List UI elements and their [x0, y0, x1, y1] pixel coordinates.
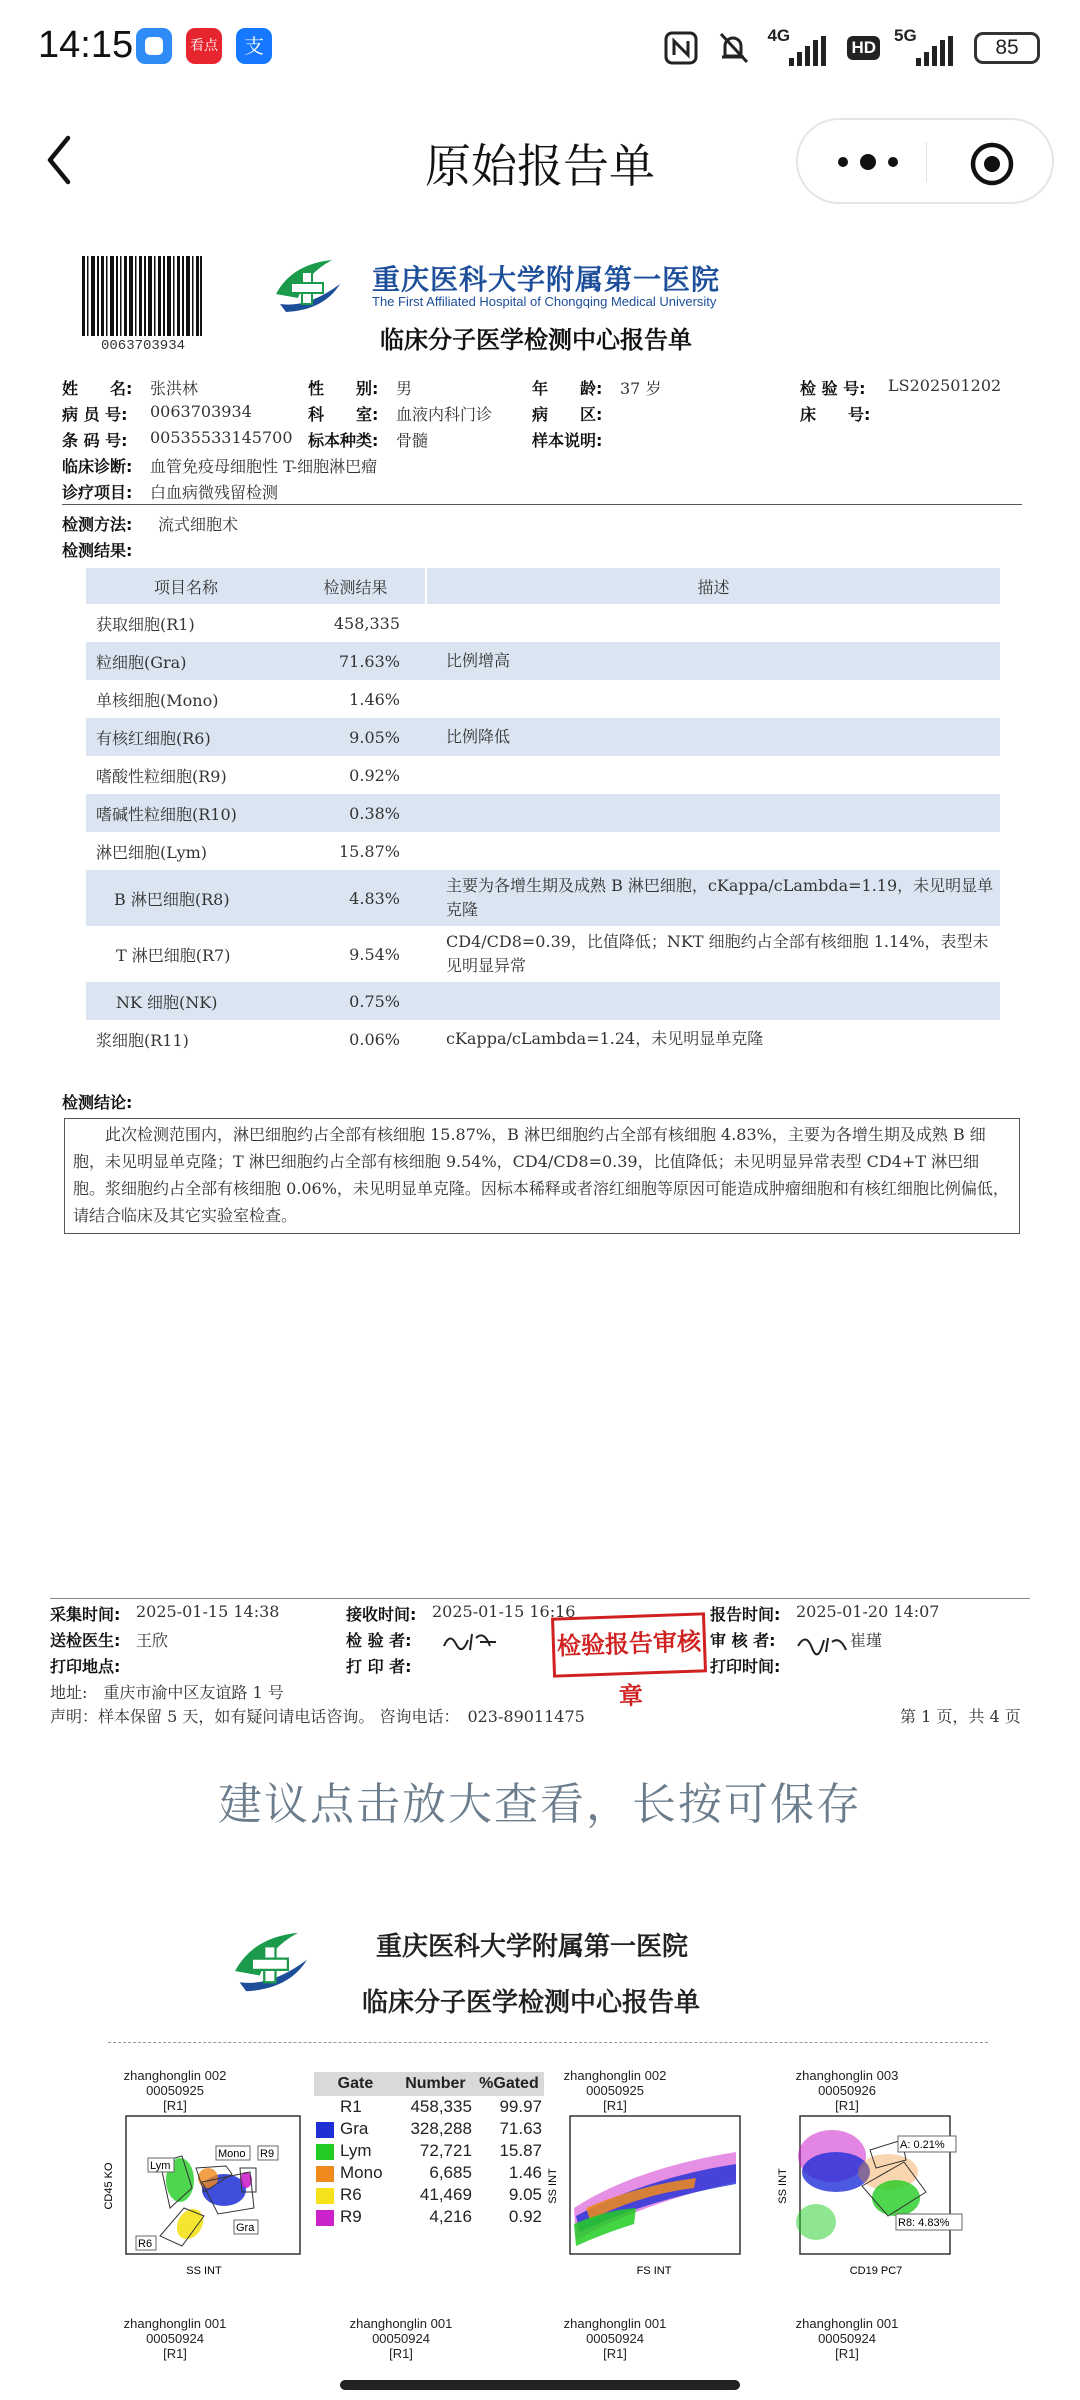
barcode-value: 00535533145700 [150, 428, 293, 447]
gate-label: R1 [340, 2097, 362, 2116]
row-desc: 主要为各增生期及成熟 B 淋巴细胞，cKappa/cLambda=1.19，未见明显单克隆 [426, 870, 1000, 926]
receive-time-value: 2025-01-15 16:16 [432, 1602, 576, 1621]
row-name: NK 细胞(NK) [86, 982, 286, 1020]
item-value: 白血病微残留检测 [150, 483, 279, 502]
plot3-heading [772, 2068, 922, 2113]
gate-color-swatch [316, 2144, 334, 2160]
ward-label: 病 区: [532, 405, 603, 424]
plot1-ylabel: CD45 KO [103, 2162, 115, 2210]
gate-label: Lym [340, 2141, 372, 2160]
row-desc: 比例增高 [426, 642, 1000, 680]
gate-row [314, 2140, 544, 2162]
plot1-sample-name: zhanghonglin 002 [123, 2068, 227, 2083]
printer-label: 打 印 者: [346, 1657, 412, 1676]
row-name: 嗜碱性粒细胞(R10) [86, 794, 286, 832]
gate-color-swatch [316, 2100, 334, 2116]
gate-number: 72,721 [419, 2141, 472, 2160]
table-row [86, 680, 1000, 718]
info-row-4 [62, 454, 1022, 478]
row-result: 0.06% [349, 1029, 400, 1049]
conclusion-text: 此次检测范围内，淋巴细胞约占全部有核细胞 15.87%，B 淋巴细胞约占全部有核细胞 4.83%，主要为各增生期及成熟 B 细胞，未见明显单克隆；T 淋巴细胞约占全部有核细胞 9.54%，CD4/CD8=0.39，比值降低；未见明显异常表型 CD4+T 淋巴细胞。浆细胞约占全部有核细胞 0.06%，未见明显单克隆。因标本稀释或者溶红细胞等原因可能造成肿瘤细胞和有核红细胞比例偏低，请结合临床及其它实验室检查。 [64, 1118, 1020, 1234]
bottom-sample-id: 00050924 [818, 2331, 876, 2346]
row-result: 0.38% [286, 794, 426, 832]
footer-row-2 [50, 1628, 1030, 1652]
sex-value: 男 [396, 379, 413, 398]
bottom-plot-heading [326, 2316, 476, 2361]
gate-name [314, 2162, 397, 2184]
plot1-xlabel: SS INT [186, 2265, 222, 2277]
age-value: 37 岁 [620, 379, 662, 398]
home-indicator[interactable] [340, 2380, 740, 2390]
app-notification-icon [136, 28, 172, 64]
bottom-plot-heading [540, 2316, 690, 2361]
gate-color-swatch [316, 2188, 334, 2204]
row-desc [426, 832, 1000, 870]
hospital-name-cn: 重庆医科大学附属第一医院 [372, 263, 721, 296]
hospital-name-en: The First Affiliated Hospital of Chongqing Medical University [372, 294, 717, 309]
table-row [86, 982, 1000, 1020]
doctor-value: 王欣 [136, 1631, 169, 1650]
table-row [86, 642, 1000, 680]
collect-time-value: 2025-01-15 14:38 [136, 1602, 280, 1621]
row-name: B 淋巴细胞(R8) [86, 870, 286, 926]
battery-icon: 85 [974, 32, 1040, 64]
plot3-cd19-ss-scatter [776, 2112, 976, 2282]
row-desc: 比例降低 [426, 718, 1000, 756]
page-info: 第 1 页，共 4 页 [900, 1707, 1021, 1726]
table-row [86, 832, 1000, 870]
row-result: 9.54% [349, 944, 400, 964]
row-desc [426, 680, 1000, 718]
row-result: 9.05% [286, 718, 426, 756]
plot1-cd45-ss-scatter [100, 2112, 310, 2282]
plot3-sample-name: zhanghonglin 003 [795, 2068, 899, 2083]
results-header-row [86, 568, 1000, 604]
barcode-number: 0063703934 [100, 338, 185, 354]
report-time-value: 2025-01-20 14:07 [796, 1602, 940, 1621]
gate-name [314, 2118, 397, 2140]
gate-name [314, 2206, 397, 2228]
collect-time-label: 采集时间: [50, 1605, 121, 1624]
footer-row-5 [50, 1704, 1030, 1728]
plot3-ylabel: SS INT [777, 2168, 789, 2204]
gate-percent: 99.97 [499, 2097, 542, 2116]
row-result: 0.75% [286, 982, 426, 1020]
plot2-sample-name: zhanghonglin 002 [563, 2068, 667, 2083]
gate-row [314, 2162, 544, 2184]
row-name: 有核红细胞(R6) [86, 718, 286, 756]
plot1-heading [100, 2068, 250, 2113]
item-label: 诊疗项目: [62, 483, 133, 502]
test-no-value: LS202501202 [888, 376, 1002, 395]
bottom-gate: [R1] [835, 2346, 859, 2361]
row-name: 获取细胞(R1) [96, 614, 195, 634]
table-row [86, 756, 1000, 794]
gate-table-header [314, 2072, 544, 2096]
col-result-header: 检测结果 [286, 568, 426, 604]
gate-row [314, 2096, 544, 2118]
col-name-header: 项目名称 [86, 568, 286, 604]
footer-row-4 [50, 1680, 1030, 1704]
gate-color-swatch [316, 2210, 334, 2226]
gate-number: 4,216 [429, 2207, 472, 2226]
plot1-label-r9: R9 [260, 2148, 275, 2160]
gate-name [314, 2184, 397, 2206]
row-name: 嗜酸性粒细胞(R9) [96, 766, 227, 786]
row-result: 4.83% [286, 870, 426, 926]
gate-number: 6,685 [429, 2163, 472, 2182]
report-title: 临床分子医学检测中心报告单 [380, 326, 692, 354]
table-row [86, 926, 1000, 982]
bottom-sample-name: zhanghonglin 001 [349, 2316, 453, 2331]
plot1-sample-id: 00050925 [146, 2083, 204, 2098]
table-row [86, 870, 1000, 926]
page2-hospital-name: 重庆医科大学附属第一医院 [376, 1932, 689, 1962]
bottom-sample-id: 00050924 [372, 2331, 430, 2346]
age-label: 年 龄: [532, 379, 603, 398]
barcode-image [82, 256, 202, 336]
dept-label: 科 室: [308, 405, 379, 424]
footer-row-3 [50, 1654, 1030, 1678]
hospital-logo-icon [230, 1926, 312, 1998]
gate-number: 41,469 [419, 2185, 472, 2204]
receive-time-label: 接收时间: [346, 1605, 417, 1624]
plot3-xlabel: CD19 PC7 [849, 2265, 903, 2277]
reviewer-value: 崔瑾 [850, 1631, 883, 1650]
gate-name [314, 2140, 397, 2162]
gate-label: Gra [340, 2119, 369, 2138]
table-row [86, 718, 1000, 756]
col-desc-header: 描述 [426, 568, 1000, 604]
info-row-3 [62, 428, 1022, 452]
row-desc: cKappa/cLambda=1.24，未见明显单克隆 [446, 1029, 764, 1048]
row-name: 粒细胞(Gra) [86, 642, 286, 680]
gate-percent: 15.87 [499, 2141, 542, 2160]
plot1-gate: [R1] [163, 2098, 187, 2113]
plot1-label-r6: R6 [138, 2238, 153, 2250]
signal-4g-icon [767, 28, 833, 68]
plot3-gate: [R1] [835, 2098, 859, 2113]
reviewer-signature-image [794, 1630, 854, 1656]
gate-label: Mono [340, 2163, 383, 2182]
plot1-label-gra: Gra [236, 2222, 255, 2234]
plot3-annotation-a: A: 0.21% [900, 2139, 945, 2151]
page-title: 原始报告单 [425, 139, 655, 193]
divider-line [62, 504, 1022, 505]
page2-divider [108, 2042, 988, 2044]
specimen-note-label: 样本说明: [532, 431, 603, 450]
gate-statistics-table [314, 2072, 544, 2228]
row-result: 458,335 [333, 613, 400, 633]
plot1-label-mono: Mono [218, 2148, 246, 2160]
gate-color-swatch [316, 2166, 334, 2182]
row-desc: CD4/CD8=0.39，比值降低；NKT 细胞约占全部有核细胞 1.14%，表型未见明显异常 [446, 932, 989, 975]
page2-report-title: 临床分子医学检测中心报告单 [362, 1988, 701, 2018]
row-desc [426, 756, 1000, 794]
gate-row [314, 2184, 544, 2206]
gate-number: 328,288 [410, 2119, 472, 2138]
hd-badge: HD [847, 36, 880, 60]
bottom-sample-name: zhanghonglin 001 [795, 2316, 899, 2331]
nfc-icon [663, 30, 699, 66]
bed-label: 床 号: [800, 405, 871, 424]
bottom-plot-heading [100, 2316, 250, 2361]
print-place-label: 打印地点: [50, 1657, 121, 1676]
gate-percent: 9.05 [508, 2185, 542, 2204]
network-5g-label: 5G [894, 26, 917, 45]
address-text: 地址: 重庆市渝中区友谊路 1 号 [50, 1683, 284, 1702]
name-label: 姓 名: [62, 379, 133, 398]
gate-number: 458,335 [410, 2097, 472, 2116]
status-indicators [663, 26, 1040, 70]
row-result: 15.87% [338, 841, 400, 861]
pct-col-header: %Gated [474, 2072, 544, 2096]
info-row-5 [62, 480, 1022, 504]
bottom-sample-id: 00050924 [586, 2331, 644, 2346]
patient-id-label: 病 员 号: [62, 405, 128, 424]
results-label: 检测结果: [62, 541, 133, 560]
status-bar [0, 0, 1080, 96]
barcode-label: 条 码 号: [62, 431, 128, 450]
review-stamp: 检验报告审核章 [551, 1612, 707, 1677]
mute-icon [713, 30, 753, 66]
tester-label: 检 验 者: [346, 1631, 412, 1650]
bottom-sample-name: zhanghonglin 001 [123, 2316, 227, 2331]
hospital-logo-icon [272, 254, 344, 318]
reviewer-label: 审 核 者: [710, 1631, 776, 1650]
network-4g-label: 4G [767, 26, 791, 45]
report-page-2[interactable] [100, 1912, 1000, 2400]
plot3-annotation-r8: R8: 4.83% [898, 2217, 950, 2229]
capsule-divider [926, 142, 927, 182]
number-col-header: Number [397, 2072, 474, 2096]
bottom-sample-name: zhanghonglin 001 [563, 2316, 667, 2331]
zoom-hint-text: 建议点击放大查看，长按可保存 [218, 1779, 862, 1830]
close-mini-program-button[interactable] [968, 140, 1016, 188]
patient-id-value: 0063703934 [150, 402, 252, 421]
signal-5g-icon [894, 28, 960, 68]
diagnosis-label: 临床诊断: [62, 457, 133, 476]
plot2-ylabel: SS INT [547, 2168, 559, 2204]
method-label: 检测方法: [62, 515, 133, 534]
row-result: 0.92% [349, 765, 400, 785]
plot3-sample-id: 00050926 [818, 2083, 876, 2098]
gate-label: R9 [340, 2207, 362, 2226]
tester-signature-image [440, 1628, 500, 1654]
report-time-label: 报告时间: [710, 1605, 781, 1624]
results-table [86, 568, 1000, 1058]
dept-value: 血液内科门诊 [396, 405, 493, 424]
row-result: 1.46% [349, 689, 400, 709]
row-name: 单核细胞(Mono) [96, 690, 219, 710]
test-no-label: 检 验 号: [800, 379, 866, 398]
status-time: 14:15 [38, 24, 134, 66]
diagnosis-value: 血管免疫母细胞性 T-细胞淋巴瘤 [150, 457, 378, 476]
row-name: T 淋巴细胞(R7) [116, 945, 231, 965]
footer-divider [50, 1598, 1030, 1599]
table-row [86, 1020, 1000, 1058]
table-row [86, 794, 1000, 832]
bottom-sample-id: 00050924 [146, 2331, 204, 2346]
row-name: 淋巴细胞(Lym) [96, 842, 208, 862]
statement-text: 声明：样本保留 5 天，如有疑问请电话咨询。 咨询电话： 023-89011475 [50, 1707, 585, 1726]
plot1-label-lym: Lym [150, 2160, 171, 2172]
row-desc [426, 604, 1000, 642]
more-options-button[interactable] [828, 140, 908, 184]
conclusion-label: 检测结论: [62, 1093, 133, 1112]
gate-percent: 0.92 [508, 2207, 542, 2226]
footer-row-1 [50, 1602, 1030, 1626]
doctor-label: 送检医生: [50, 1631, 121, 1650]
table-row [86, 604, 1000, 642]
sex-label: 性 别: [308, 379, 379, 398]
gate-name [314, 2096, 397, 2118]
gate-row [314, 2206, 544, 2228]
row-desc [426, 982, 1000, 1020]
row-result: 71.63% [286, 642, 426, 680]
gate-row [314, 2118, 544, 2140]
info-row-2 [62, 402, 1022, 426]
row-desc [426, 794, 1000, 832]
plot2-heading [540, 2068, 690, 2113]
title-bar [0, 100, 1080, 220]
mini-program-capsule [796, 118, 1054, 204]
print-time-label: 打印时间: [710, 1657, 781, 1676]
plot2-sample-id: 00050925 [586, 2083, 644, 2098]
bottom-gate: [R1] [389, 2346, 413, 2361]
bottom-gate: [R1] [163, 2346, 187, 2361]
method-value: 流式细胞术 [158, 515, 239, 534]
gate-color-swatch [316, 2122, 334, 2138]
bottom-gate: [R1] [603, 2346, 627, 2361]
plot2-fs-ss-scatter [546, 2112, 746, 2282]
name-value: 张洪林 [150, 379, 199, 398]
news-app-icon: 看点 [186, 28, 222, 64]
gate-percent: 71.63 [499, 2119, 542, 2138]
plot2-xlabel: FS INT [636, 2265, 672, 2277]
specimen-value: 骨髓 [396, 431, 429, 450]
gate-label: R6 [340, 2185, 362, 2204]
gate-col-header: Gate [314, 2072, 397, 2096]
row-name: 浆细胞(R11) [96, 1030, 189, 1050]
plot2-gate: [R1] [603, 2098, 627, 2113]
bottom-plot-heading [772, 2316, 922, 2361]
gate-percent: 1.46 [508, 2163, 542, 2182]
specimen-label: 标本种类: [308, 431, 379, 450]
info-row-1 [62, 376, 1022, 400]
alipay-icon: 支 [236, 28, 272, 64]
